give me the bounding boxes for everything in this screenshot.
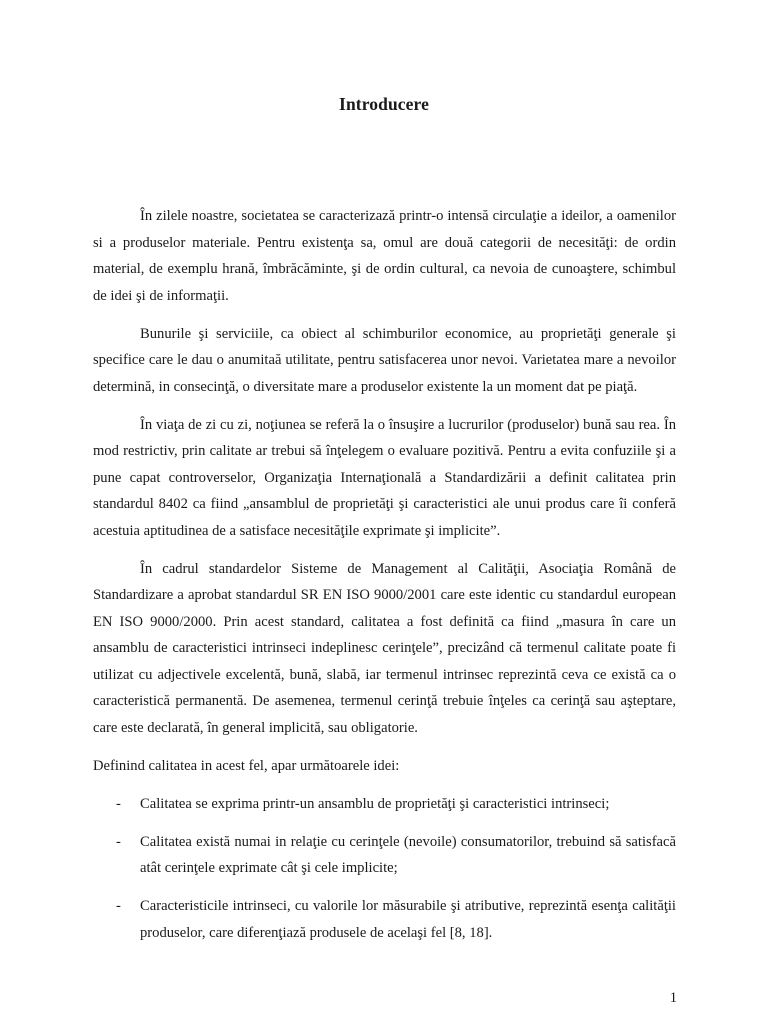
list-dash-marker: - [116,795,121,812]
list-item-text: Calitatea se exprima printr-un ansamblu de proprietăţi şi caracteristici intrinseci; [140,795,610,812]
paragraph-2: Bunurile şi serviciile, ca obiect al schimburilor economice, au proprietăţi generale şi specifice care le dau o anumitaă utilitate, pentru satisfacerea unor nevoi. Varietatea mare a nevoilor determină, in consecinţă, o diversitate mare a produselor existente la un moment dat pe piaţă. [93,325,676,395]
list-dash-marker: - [116,833,121,850]
list-item [93,791,676,818]
list-dash-marker: - [116,898,121,914]
list-item [93,829,676,882]
document-body [93,203,676,958]
list-intro-line: Definind calitatea in acest fel, apar următoarele idei: [93,757,400,774]
list-item-text: Calitatea există numai in relaţie cu cerinţele (nevoile) consumatorilor, trebuind să satisfacă atât cerinţele exprimate cât şi cele implicite; [140,833,676,876]
paragraph-1: În zilele noastre, societatea se caracterizază printr-o intensă circulaţie a ideilor, a oamenilor si a produselor materiale. Pentru existenţa sa, omul are două categorii de necesităţi: de ordin material, de exemplu hrană, îmbrăcăminte, şi de ordin cultural, ca nevoia de cunoaştere, schimbul de idei şi de informaţii. [93,208,676,304]
list-item-text: Caracteristicile intrinseci, cu valorile lor măsurabile şi atributive, reprezintă esenţa calităţii produselor, care diferenţiază produsele de acelaşi fel [8, 18]. [140,898,676,941]
paragraph-4: În cadrul standardelor Sisteme de Management al Calităţii, Asociaţia Română de Standardizare a aprobat standardul SR EN ISO 9000/2001 care este identic cu standardul european EN ISO 9000/2000. Prin acest standard, calitatea a fost definită ca fiind „masura în care un ansamblu de caracteristici intrinseci indeplinesc cerinţele”, precizând că termenul calitate poate fi utilizat cu adjectivele excelentă, bună, slabă, iar termenul intrinsec reprezintă ceva ce există ca o caracteristică permanentă. De asemenea, termenul cerinţă trebuie înţeles ca cerinţă sau aşteptare, care este declarată, în general implicită, sau obligatorie. [93,560,676,736]
paragraph-3: În viaţa de zi cu zi, noţiunea se referă la o însuşire a lucrurilor (produselor) bună sau rea. În mod restrictiv, prin calitate ar trebui să înţelegem o evaluare pozitivă. Pentru a evita confuziile şi a pune capat controverselor, Organizaţia Internaţională a Standardizării a definit calitatea prin standardul 8402 ca fiind „ansamblul de proprietăţi şi caracteristici ale unui produs care îi conferă acestuia aptitudinea de a satisface necesităţile exprimate şi implicite”. [93,416,676,539]
list-item [93,893,676,946]
document-title: Introducere [339,94,429,114]
ideas-list [93,791,676,947]
page-number: 1 [669,990,677,1006]
